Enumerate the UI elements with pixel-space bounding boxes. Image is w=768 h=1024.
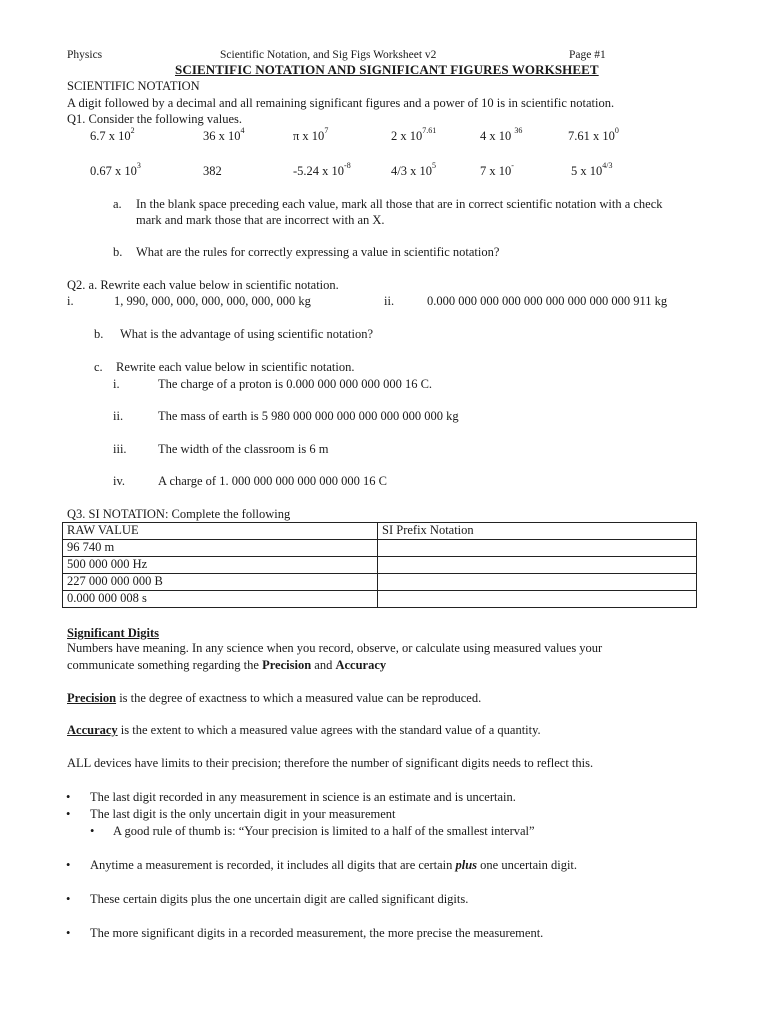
accuracy-definition: Accuracy is the extent to which a measured value agrees with the standard value of a quantity. [67,723,541,737]
bullet-icon: • [66,926,71,940]
q1-value: 36 x $10^4$ [203,125,245,143]
bullet-icon: • [66,892,71,906]
bullet-icon: • [66,790,71,804]
q1-value: 7 x 10- [480,160,514,178]
q1-value: 0.67 x $10^3$ [90,160,141,178]
q1-part-a-label: a. [113,197,122,211]
q2-c-item-label: i. [113,377,120,391]
bullet-text: The more significant digits in a recorded measurement, the more precise the measurement. [90,926,544,940]
table-row [63,557,697,574]
q2-part-b-label: b. [94,327,104,341]
q1-value: 2 x $10^{7.61}$ [391,125,437,143]
bullet-icon: • [66,807,71,821]
q1-part-a-text: mark and mark those that are incorrect with an X. [136,213,385,227]
raw-value-cell: 500 000 000 Hz [63,557,378,574]
q3-prompt: Q3. SI NOTATION: Complete the following [67,507,291,521]
table-row [63,591,697,608]
q1-value: 4 x 10 $^{36}$ [480,125,523,143]
si-prefix-answer-cell[interactable] [378,557,697,574]
bullet-text: These certain digits plus the one uncertain digit are called significant digits. [90,892,469,906]
devices-statement: ALL devices have limits to their precision; therefore the number of significant digits needs to reflect this. [67,756,594,770]
q1-prompt: Q1. Consider the following values. [67,112,242,126]
q1-value: 5 x $10^{4/3}$ [571,160,613,178]
bullet-text: The last digit recorded in any measurement in science is an estimate and is uncertain. [90,790,516,804]
q2-c-item-text: The width of the classroom is 6 m [158,442,329,456]
q1-value: 382 [203,164,222,178]
q2-item-label: ii. [384,294,395,308]
header-subject: Physics [67,49,103,61]
q2-c-item-text: The mass of earth is 5 980 000 000 000 000 000 000 000 kg [158,409,459,423]
section-heading-scientific-notation: SCIENTIFIC NOTATION [67,79,200,93]
si-prefix-answer-cell[interactable] [378,540,697,557]
table-header-row [63,523,697,540]
table-row [63,540,697,557]
q2-prompt: Q2. a. Rewrite each value below in scientific notation. [67,278,339,292]
q2-part-c-text: Rewrite each value below in scientific notation. [116,360,355,374]
q2-c-item-label: iii. [113,442,127,456]
q2-c-item-label: iv. [113,474,126,488]
q1-value: 7.61 x $10^0$ [568,125,619,143]
raw-value-cell: 0.000 000 008 s [63,591,378,608]
bullet-text: Anytime a measurement is recorded, it includes all digits that are certain plus one uncertain digit. [90,858,578,872]
q1-part-b-label: b. [113,245,123,259]
table-row [63,574,697,591]
column-header-si-prefix: SI Prefix Notation [378,523,697,540]
si-notation-table [62,522,697,608]
bullet-icon: • [66,858,71,872]
page-title: SCIENTIFIC NOTATION AND SIGNIFICANT FIGURES WORKSHEET [175,62,599,77]
si-prefix-answer-cell[interactable] [378,591,697,608]
q1-part-a-text: In the blank space preceding each value, mark all those that are in correct scientific notation with a check [136,197,663,211]
bullet-icon: • [90,824,95,838]
q1-value: 6.7 x $10^2$ [90,125,135,143]
raw-value-cell: 227 000 000 000 B [63,574,378,591]
header-worksheet-title: Scientific Notation, and Sig Figs Worksheet v2 [220,49,437,61]
bullet-subtext: A good rule of thumb is: “Your precision is limited to a half of the smallest interval” [113,824,535,838]
sig-paragraph-line: communicate something regarding the Precision and Accuracy [67,658,387,672]
q2-item-value: 0.000 000 000 000 000 000 000 000 000 911 kg [427,294,668,308]
column-header-raw-value: RAW VALUE [63,523,378,540]
q2-part-b-text: What is the advantage of using scientific notation? [120,327,374,341]
q2-item-value: 1, 990, 000, 000, 000, 000, 000, 000 kg [114,294,311,308]
q2-c-item-text: The charge of a proton is 0.000 000 000 000 000 16 C. [158,377,433,391]
q2-part-c-label: c. [94,360,103,374]
section-heading-significant-digits: Significant Digits [67,626,160,640]
q2-item-label: i. [67,294,74,308]
sig-paragraph-line: Numbers have meaning. In any science when you record, observe, or calculate using measured values your [67,641,603,655]
q2-c-item-text: A charge of 1. 000 000 000 000 000 000 16 C [158,474,387,488]
header-page-number: Page #1 [569,49,606,61]
q1-value: π x $10^7$ [293,125,329,143]
raw-value-cell: 96 740 m [63,540,378,557]
precision-definition: Precision is the degree of exactness to which a measured value can be reproduced. [67,691,482,705]
q1-value: 4/3 x $10^5$ [391,160,436,178]
scientific-notation-intro: A digit followed by a decimal and all remaining significant figures and a power of 10 is in scientific notation. [67,96,615,110]
q2-c-item-label: ii. [113,409,124,423]
q1-part-b-text: What are the rules for correctly expressing a value in scientific notation? [136,245,500,259]
q1-value: -5.24 x $10^{-8}$ [293,160,351,178]
bullet-text: The last digit is the only uncertain digit in your measurement [90,807,396,821]
si-prefix-answer-cell[interactable] [378,574,697,591]
